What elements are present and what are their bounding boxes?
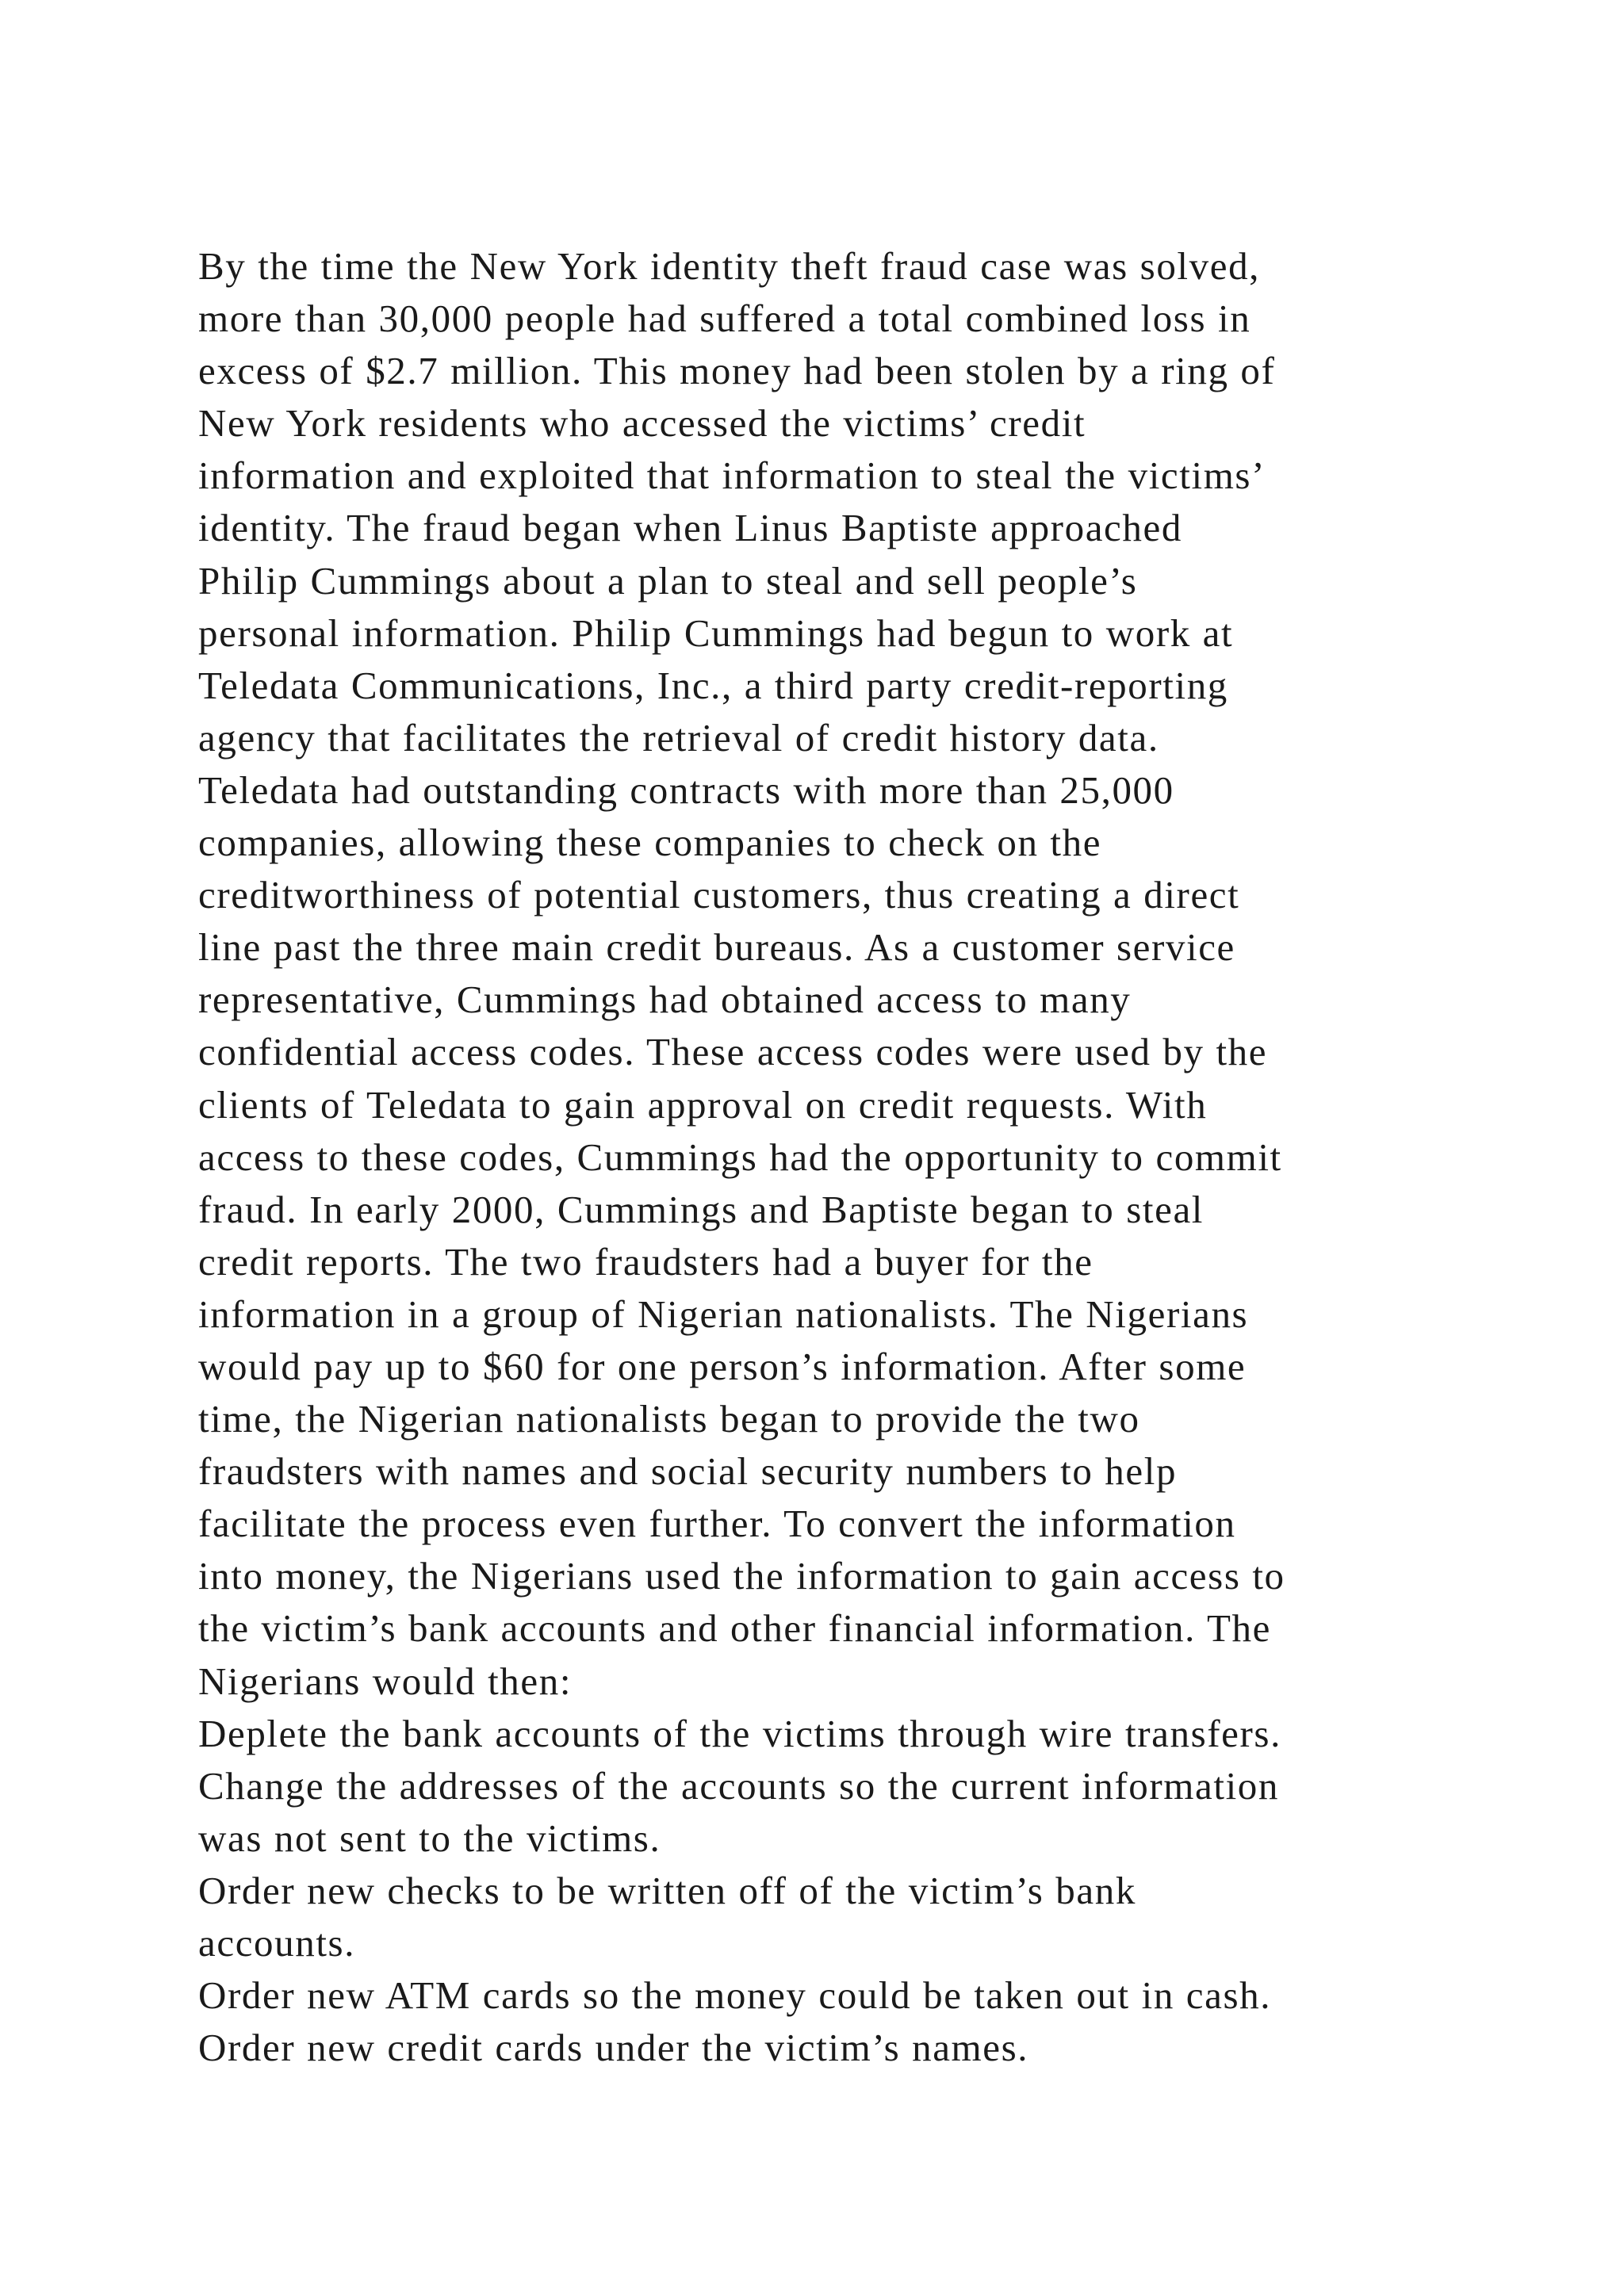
list-item: Change the addresses of the accounts so the current information xyxy=(198,1763,1279,1808)
text-line: into money, the Nigerians used the information to gain access to xyxy=(198,1554,1285,1598)
text-line: excess of $2.7 million. This money had been stolen by a ring of xyxy=(198,349,1276,393)
text-line: fraudsters with names and social security numbers to help xyxy=(198,1449,1178,1494)
text-line: time, the Nigerian nationalists began to provide the two xyxy=(198,1397,1140,1441)
text-line: fraud. In early 2000, Cummings and Baptiste began to steal xyxy=(198,1187,1205,1231)
text-line: companies, allowing these companies to check on the xyxy=(198,821,1102,865)
text-line: credit reports. The two fraudsters had a buyer for the xyxy=(198,1239,1094,1284)
text-line: representative, Cummings had obtained access to many xyxy=(198,978,1132,1022)
list-item-continuation: was not sent to the victims. xyxy=(198,1816,661,1860)
text-line: Philip Cummings about a plan to steal and sell people’s xyxy=(198,558,1138,603)
text-line: facilitate the process even further. To convert the information xyxy=(198,1502,1236,1546)
text-line: Teledata had outstanding contracts with more than 25,000 xyxy=(198,767,1174,812)
list-item: Order new credit cards under the victim’s names. xyxy=(198,2026,1029,2070)
text-line: the victim’s bank accounts and other financial information. The xyxy=(198,1606,1271,1651)
text-line: more than 30,000 people had suffered a total combined loss in xyxy=(198,297,1251,341)
text-line: information in a group of Nigerian nationalists. The Nigerians xyxy=(198,1292,1249,1336)
text-line: information and exploited that information to steal the victims’ xyxy=(198,453,1266,498)
text-line: clients of Teledata to gain approval on credit requests. With xyxy=(198,1082,1208,1127)
body-text xyxy=(198,240,1499,2074)
text-line: Nigerians would then: xyxy=(198,1659,573,1703)
list-item: Order new checks to be written off of the victim’s bank xyxy=(198,1868,1136,1912)
text-line: personal information. Philip Cummings had begun to work at xyxy=(198,610,1234,655)
list-item: Order new ATM cards so the money could be taken out in cash. xyxy=(198,1973,1272,2018)
text-line: creditworthiness of potential customers, thus creating a direct xyxy=(198,873,1240,917)
list-item: Deplete the bank accounts of the victims through wire transfers. xyxy=(198,1711,1281,1755)
text-line: agency that facilitates the retrieval of credit history data. xyxy=(198,715,1159,760)
text-line: line past the three main credit bureaus. As a customer service xyxy=(198,925,1235,970)
text-line: would pay up to $60 for one person’s information. After some xyxy=(198,1344,1247,1388)
text-line: Teledata Communications, Inc., a third party credit-reporting xyxy=(198,663,1228,707)
text-line: confidential access codes. These access codes were used by the xyxy=(198,1030,1268,1074)
text-line: access to these codes, Cummings had the opportunity to commit xyxy=(198,1135,1282,1179)
list-item-continuation: accounts. xyxy=(198,1921,356,1965)
text-line: identity. The fraud began when Linus Baptiste approached xyxy=(198,506,1182,550)
text-line: By the time the New York identity theft fraud case was solved, xyxy=(198,244,1261,288)
text-line: New York residents who accessed the victims’ credit xyxy=(198,401,1086,446)
